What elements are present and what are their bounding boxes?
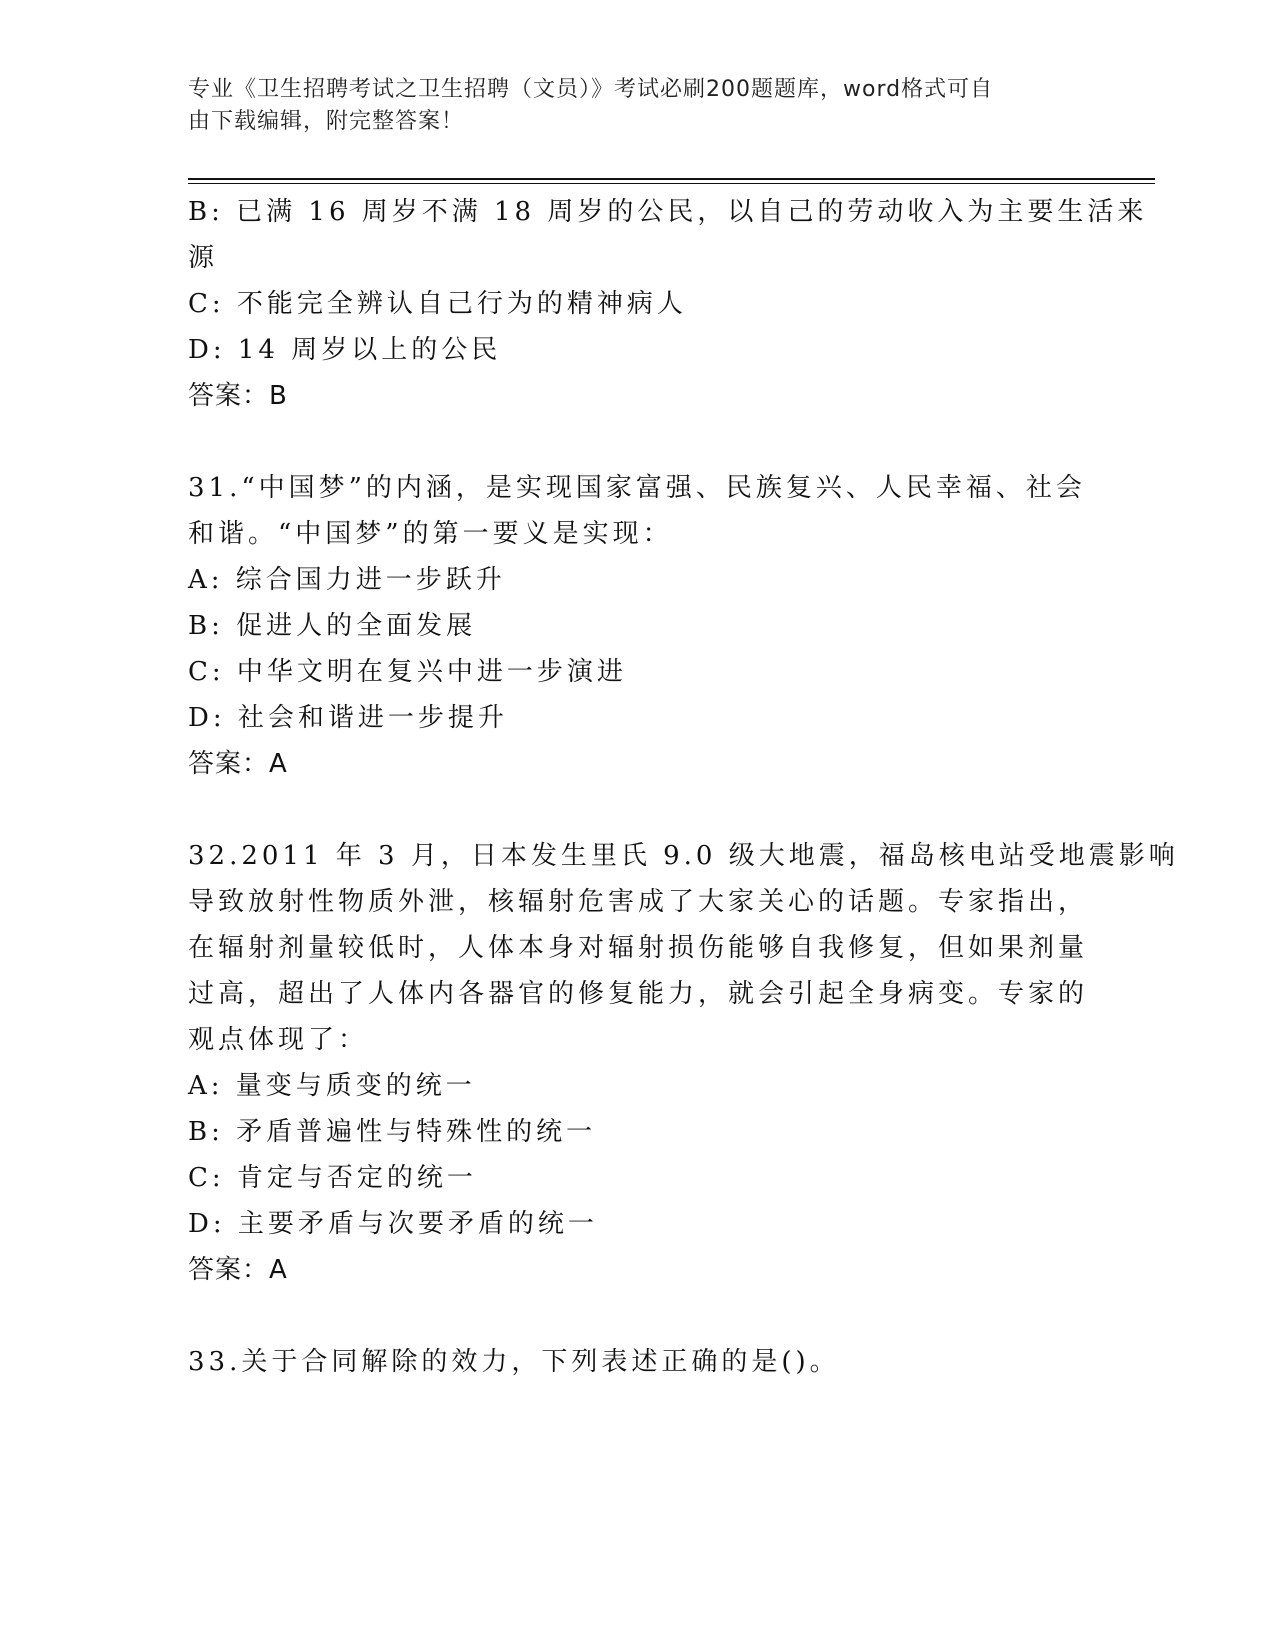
option-a: A: 量变与质变的统一: [188, 1071, 476, 1101]
option-b: B: 矛盾普遍性与特殊性的统一: [188, 1117, 597, 1147]
option-d: D: 14 周岁以上的公民: [188, 335, 502, 365]
spacer: [188, 419, 1088, 465]
question-31: [188, 465, 1088, 787]
question-stem: 32.2011 年 3 月，日本发生里氏 9.0 级大地震，福岛核电站受地震影响: [188, 841, 1179, 871]
question-stem: 33.关于合同解除的效力，下列表述正确的是()。: [188, 1347, 840, 1377]
option-a: A: 综合国力进一步跃升: [188, 565, 506, 595]
document-header: [188, 74, 1088, 138]
answer: 答案：A: [188, 749, 288, 779]
question-list: [188, 189, 1179, 1385]
option-c: C: 中华文明在复兴中进一步演进: [188, 657, 627, 687]
header-divider-thick: [188, 178, 1155, 180]
answer: 答案：B: [188, 381, 288, 411]
option-b-continued: 源: [188, 243, 219, 273]
question-32: [188, 833, 1179, 1293]
option-d: D: 主要矛盾与次要矛盾的统一: [188, 1209, 598, 1239]
header-line-2: 由下载编辑，附完整答案！: [188, 109, 465, 134]
header-divider-thin: [188, 183, 1155, 184]
question-stem-continued: 观点体现了：: [188, 1025, 369, 1055]
spacer: [188, 787, 1088, 833]
question-stem-continued: 和谐。“中国梦”的第一要义是实现：: [188, 519, 673, 549]
question-30-tail: [188, 189, 1148, 419]
option-d: D: 社会和谐进一步提升: [188, 703, 508, 733]
question-stem-continued: 导致放射性物质外泄，核辐射危害成了大家关心的话题。专家指出，: [188, 887, 1089, 917]
option-b: B: 促进人的全面发展: [188, 611, 477, 641]
question-stem: 31.“中国梦”的内涵，是实现国家富强、民族复兴、人民幸福、社会: [188, 473, 1086, 503]
answer: 答案：A: [188, 1255, 288, 1285]
option-c: C: 肯定与否定的统一: [188, 1163, 477, 1193]
header-line-1: 专业《卫生招聘考试之卫生招聘（文员）》考试必刷200题题库，word格式可自: [188, 77, 994, 102]
question-stem-continued: 过高，超出了人体内各器官的修复能力，就会引起全身病变。专家的: [188, 979, 1089, 1009]
option-b: B: 已满 16 周岁不满 18 周岁的公民，以自己的劳动收入为主要生活来: [188, 197, 1148, 227]
spacer: [188, 1293, 1088, 1339]
option-c: C: 不能完全辨认自己行为的精神病人: [188, 289, 687, 319]
question-stem-continued: 在辐射剂量较低时，人体本身对辐射损伤能够自我修复，但如果剂量: [188, 933, 1089, 963]
question-33: [188, 1339, 1088, 1385]
